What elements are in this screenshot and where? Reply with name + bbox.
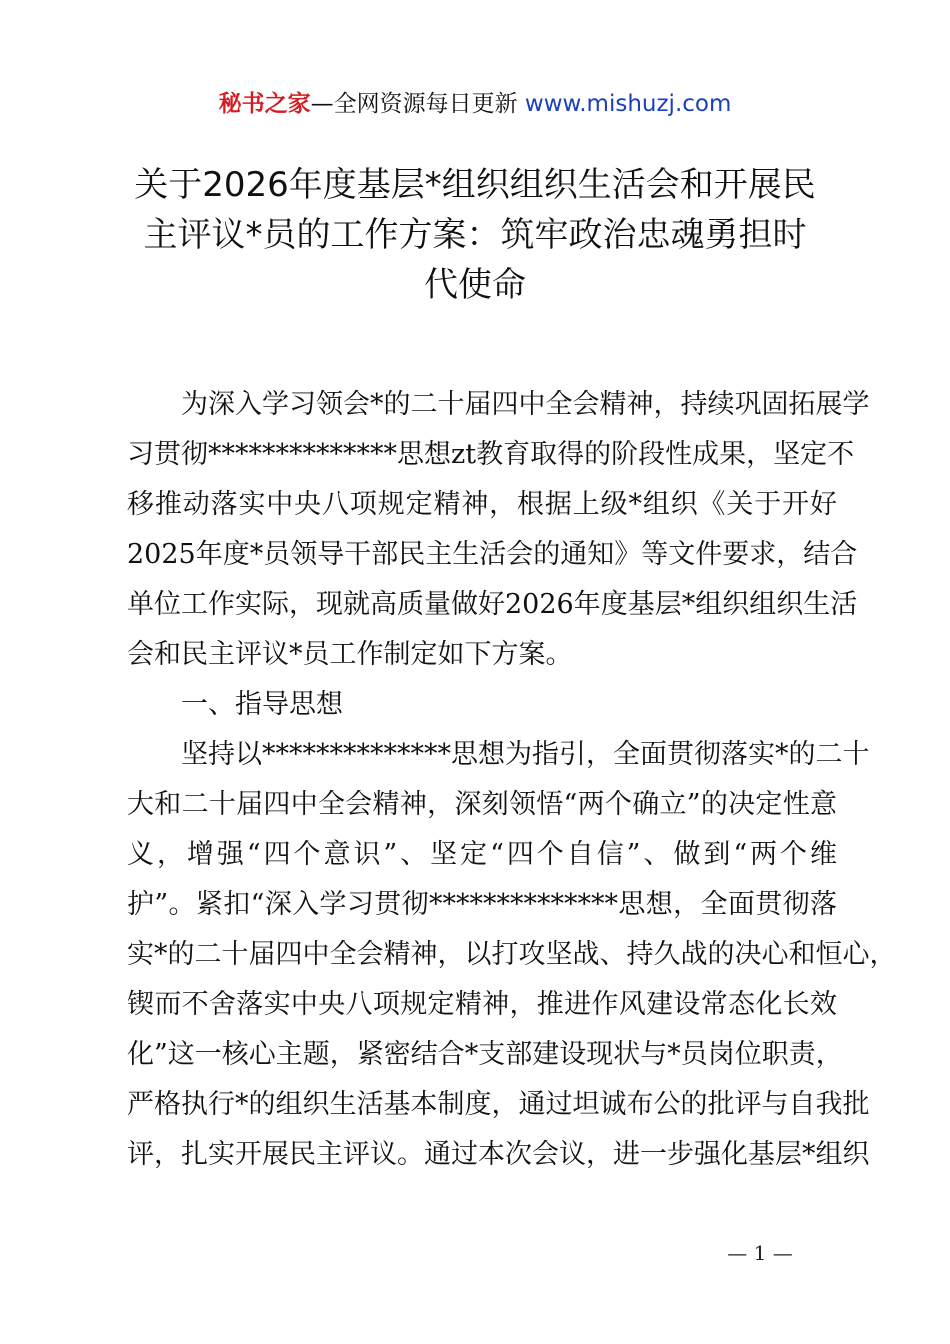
header-slogan: —全网资源每日更新	[310, 91, 525, 117]
brand-name: 秘书之家	[218, 91, 311, 117]
text-line: 锲而不舍落实中央八项规定精神，推进作风建设常态化长效	[127, 989, 837, 1020]
text-line: 会和民主评议*员工作制定如下方案。	[127, 639, 573, 670]
text-line: 单位工作实际，现就高质量做好2026年度基层*组织组织生活	[127, 589, 858, 620]
text-line: 实*的二十届四中全会精神，以打攻坚战、持久战的决心和恒心，	[127, 939, 897, 970]
text-line: 移推动落实中央八项规定精神，根据上级*组织《关于开好	[127, 489, 837, 520]
document-title	[110, 160, 840, 310]
text-line: 坚持以**************思想为指引，全面贯彻落实*的二十	[181, 739, 870, 770]
text-line: 习贯彻**************思想zt教育取得的阶段性成果，坚定不	[127, 439, 855, 470]
text-line: 严格执行*的组织生活基本制度，通过坦诚布公的批评与自我批	[127, 1089, 870, 1120]
title-line: 代使命	[424, 265, 526, 305]
title-line: 关于2026年度基层*组织组织生活会和开展民	[134, 165, 816, 205]
text-line: 大和二十届四中全会精神，深刻领悟“两个确立”的决定性意	[127, 789, 837, 820]
text-line: 护”。紧扣“深入学习贯彻**************思想，全面贯彻落	[127, 889, 837, 920]
text-line: 2025年度*员领导干部民主生活会的通知》等文件要求，结合	[127, 539, 858, 570]
text-line: 评，扎实开展民主评议。通过本次会议，进一步强化基层*组织	[127, 1139, 870, 1170]
guiding-thought-paragraph	[127, 730, 897, 1180]
page-number: — 1 —	[727, 1241, 793, 1265]
document-body	[127, 380, 897, 1180]
site-header	[0, 88, 950, 120]
intro-paragraph	[127, 380, 870, 680]
title-line: 主评议*员的工作方案：筑牢政治忠魂勇担时	[143, 215, 807, 255]
section-heading: 一、指导思想	[181, 689, 343, 720]
text-line: 为深入学习领会*的二十届四中全会精神，持续巩固拓展学	[181, 389, 870, 420]
site-url-link[interactable]: www.mishuzj.com	[524, 91, 732, 117]
text-line: 化”这一核心主题，紧密结合*支部建设现状与*员岗位职责，	[127, 1039, 843, 1070]
text-line: 义，增强“四个意识”、坚定“四个自信”、做到“两个维	[127, 839, 837, 870]
